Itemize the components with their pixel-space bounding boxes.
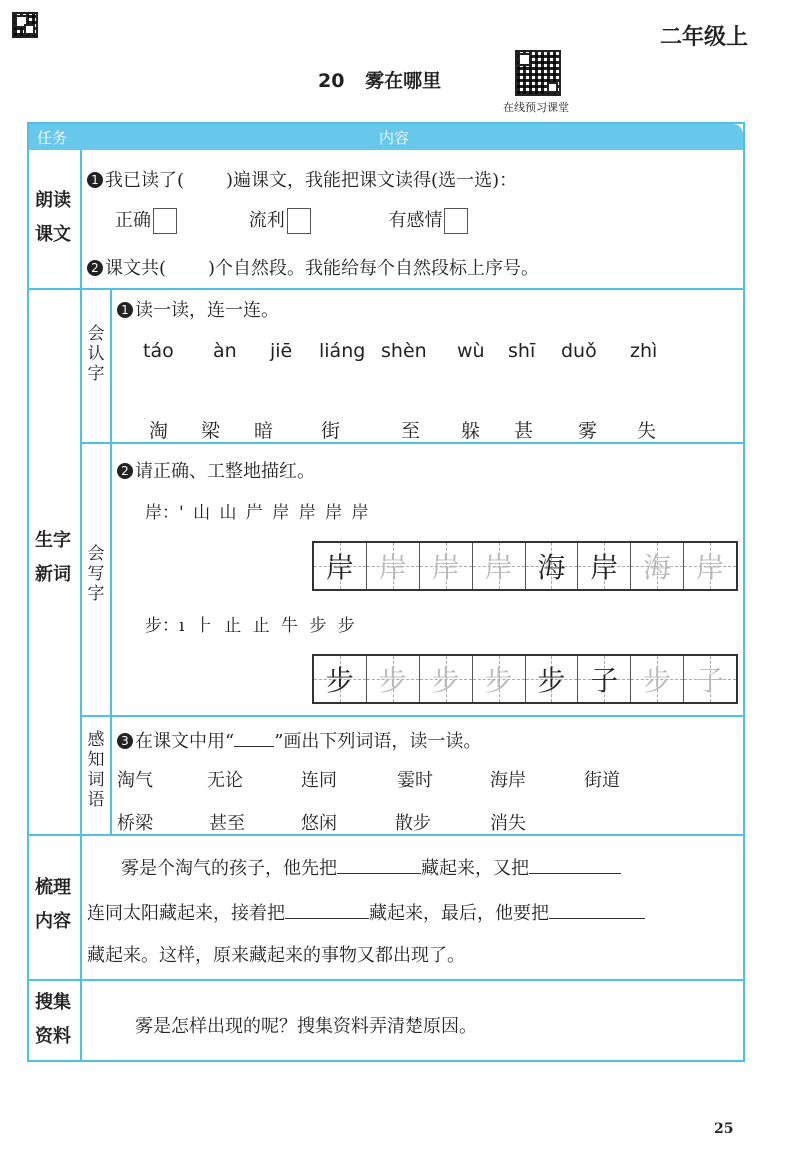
option-correct: 正确 xyxy=(115,210,151,231)
grid-cell[interactable] xyxy=(420,543,473,589)
task-reading: 朗读 课文 xyxy=(35,190,71,245)
label-recognize: 会 认 字 xyxy=(87,324,105,384)
perceive-instruction: 3 在课文中用“ ”画出下列词语，读一读。 xyxy=(117,727,481,753)
grid-cell[interactable] xyxy=(631,656,684,702)
pinyin-item[interactable]: shèn xyxy=(381,340,427,362)
grid-char: 步 xyxy=(431,664,460,697)
grid-char: 岸 xyxy=(325,551,354,584)
reading-q2: 2 课文共( )个自然段。我能给每个自然段标上序号。 xyxy=(87,254,539,280)
grid-char: 岸 xyxy=(378,551,407,584)
tracing-grid-an xyxy=(312,541,738,591)
tracing-grid-bu xyxy=(312,654,738,704)
vocab-word[interactable]: 消失 xyxy=(490,813,526,834)
hanzi-item[interactable]: 街 xyxy=(321,420,341,442)
pinyin-item[interactable]: shī xyxy=(508,340,536,362)
grid-cell[interactable] xyxy=(578,543,631,589)
lesson-title: 雾在哪里 xyxy=(365,70,442,92)
grid-char: 子 xyxy=(696,664,725,697)
grid-char: 步 xyxy=(643,664,672,697)
grid-cell[interactable] xyxy=(473,543,526,589)
vocab-word[interactable]: 桥梁 xyxy=(117,813,153,834)
hanzi-item[interactable]: 暗 xyxy=(254,420,274,442)
hanzi-item[interactable]: 雾 xyxy=(578,420,598,442)
summary-blank-1[interactable] xyxy=(337,873,421,874)
vocab-word[interactable]: 悠闲 xyxy=(301,813,337,834)
grid-char: 海 xyxy=(537,551,566,584)
vocab-word[interactable]: 淘气 xyxy=(117,770,153,791)
number-2-icon: 2 xyxy=(87,260,103,276)
grid-cell[interactable] xyxy=(684,543,736,589)
hanzi-item[interactable]: 至 xyxy=(401,420,421,442)
vocab-word[interactable]: 霎时 xyxy=(397,770,433,791)
vocab-word[interactable]: 散步 xyxy=(395,813,431,834)
vocab-word[interactable]: 海岸 xyxy=(490,770,526,791)
checkbox-expressive[interactable] xyxy=(444,208,468,234)
summary-blank-3[interactable] xyxy=(285,918,369,919)
grid-cell[interactable] xyxy=(420,656,473,702)
pinyin-item[interactable]: àn xyxy=(213,340,237,362)
vocab-word[interactable]: 甚至 xyxy=(209,813,245,834)
reading-q1: 1 我已读了( )遍课文，我能把课文读得(选一选)： xyxy=(87,166,517,192)
vocab-word[interactable]: 无论 xyxy=(207,770,243,791)
reading-options xyxy=(115,206,468,234)
pinyin-item[interactable]: wù xyxy=(457,340,485,362)
research-text: 雾是怎样出现的呢？搜集资料弄清楚原因。 xyxy=(135,1016,477,1037)
grid-cell[interactable] xyxy=(578,656,631,702)
pinyin-item[interactable]: jiē xyxy=(270,340,293,362)
grid-cell[interactable] xyxy=(473,656,526,702)
summary-line-3: 藏起来。这样，原来藏起来的事物又都出现了。 xyxy=(87,945,465,966)
task-summary: 梳理 内容 xyxy=(35,877,71,932)
grid-cell[interactable] xyxy=(684,656,736,702)
pinyin-item[interactable]: zhì xyxy=(630,340,658,362)
col-task-header: 任务 xyxy=(37,129,68,147)
grid-char: 步 xyxy=(325,664,354,697)
grid-char: 岸 xyxy=(590,551,619,584)
table-header xyxy=(29,124,743,150)
hanzi-item[interactable]: 甚 xyxy=(514,420,534,442)
qr-caption: 在线预习课堂 xyxy=(503,101,569,114)
pinyin-item[interactable]: táo xyxy=(143,340,174,362)
pinyin-item[interactable]: liáng xyxy=(319,340,366,362)
summary-blank-2[interactable] xyxy=(529,873,621,874)
option-fluent: 流利 xyxy=(248,210,285,231)
vocab-word[interactable]: 街道 xyxy=(584,770,620,791)
label-perceive: 感 知 词 语 xyxy=(87,730,105,810)
preview-qr-code[interactable] xyxy=(515,50,561,96)
grid-cell[interactable] xyxy=(526,543,579,589)
stroke-order-an: 岸：' 山 山 屵 岸 岸 岸 岸 xyxy=(145,503,371,523)
grid-char: 岸 xyxy=(431,551,460,584)
grade-label: 二年级上 xyxy=(659,25,748,50)
worksheet-table xyxy=(27,122,745,1062)
pinyin-item[interactable]: duǒ xyxy=(561,340,597,362)
hanzi-item[interactable]: 梁 xyxy=(201,420,221,442)
write-instruction: 2 请正确、工整地描红。 xyxy=(117,457,315,483)
task-characters: 生字 新词 xyxy=(35,530,71,585)
hanzi-item[interactable]: 淘 xyxy=(149,420,169,442)
col-content-header: 内容 xyxy=(379,129,410,147)
grid-cell[interactable] xyxy=(526,656,579,702)
number-1-icon: 1 xyxy=(87,172,103,188)
grid-char: 步 xyxy=(537,664,566,697)
lesson-number: 20 xyxy=(318,70,345,92)
grid-cell[interactable] xyxy=(314,543,367,589)
recognize-instruction: 1 读一读，连一连。 xyxy=(117,296,279,322)
stroke-order-bu: 步：ı ⺊ 止 止 牛 步 步 xyxy=(145,616,358,636)
summary-line-1: 雾是个淘气的孩子，他先把 藏起来，又把 xyxy=(121,854,621,880)
vocab-word[interactable]: 连同 xyxy=(301,770,337,791)
summary-blank-4[interactable] xyxy=(549,918,645,919)
grid-cell[interactable] xyxy=(631,543,684,589)
lesson-title-block xyxy=(318,66,441,93)
grid-cell[interactable] xyxy=(367,656,420,702)
label-write: 会 写 字 xyxy=(87,544,105,604)
grid-char: 岸 xyxy=(484,551,513,584)
grid-char: 岸 xyxy=(696,551,725,584)
page-number: 25 xyxy=(714,1121,734,1137)
option-expressive: 有感情 xyxy=(388,210,443,231)
grid-char: 海 xyxy=(643,551,672,584)
grid-char: 步 xyxy=(378,664,407,697)
task-research: 搜集 资料 xyxy=(35,992,71,1047)
summary-line-2: 连同太阳藏起来，接着把 藏起来，最后，他要把 xyxy=(87,899,645,925)
grid-cell[interactable] xyxy=(367,543,420,589)
hanzi-item[interactable]: 躲 xyxy=(461,420,481,442)
grid-char: 子 xyxy=(590,664,619,697)
grid-cell[interactable] xyxy=(314,656,367,702)
grid-char: 步 xyxy=(484,664,513,697)
checkbox-correct[interactable] xyxy=(153,208,177,234)
corner-qr-code xyxy=(12,12,38,38)
checkbox-fluent[interactable] xyxy=(287,208,311,234)
hanzi-item[interactable]: 失 xyxy=(637,420,657,442)
